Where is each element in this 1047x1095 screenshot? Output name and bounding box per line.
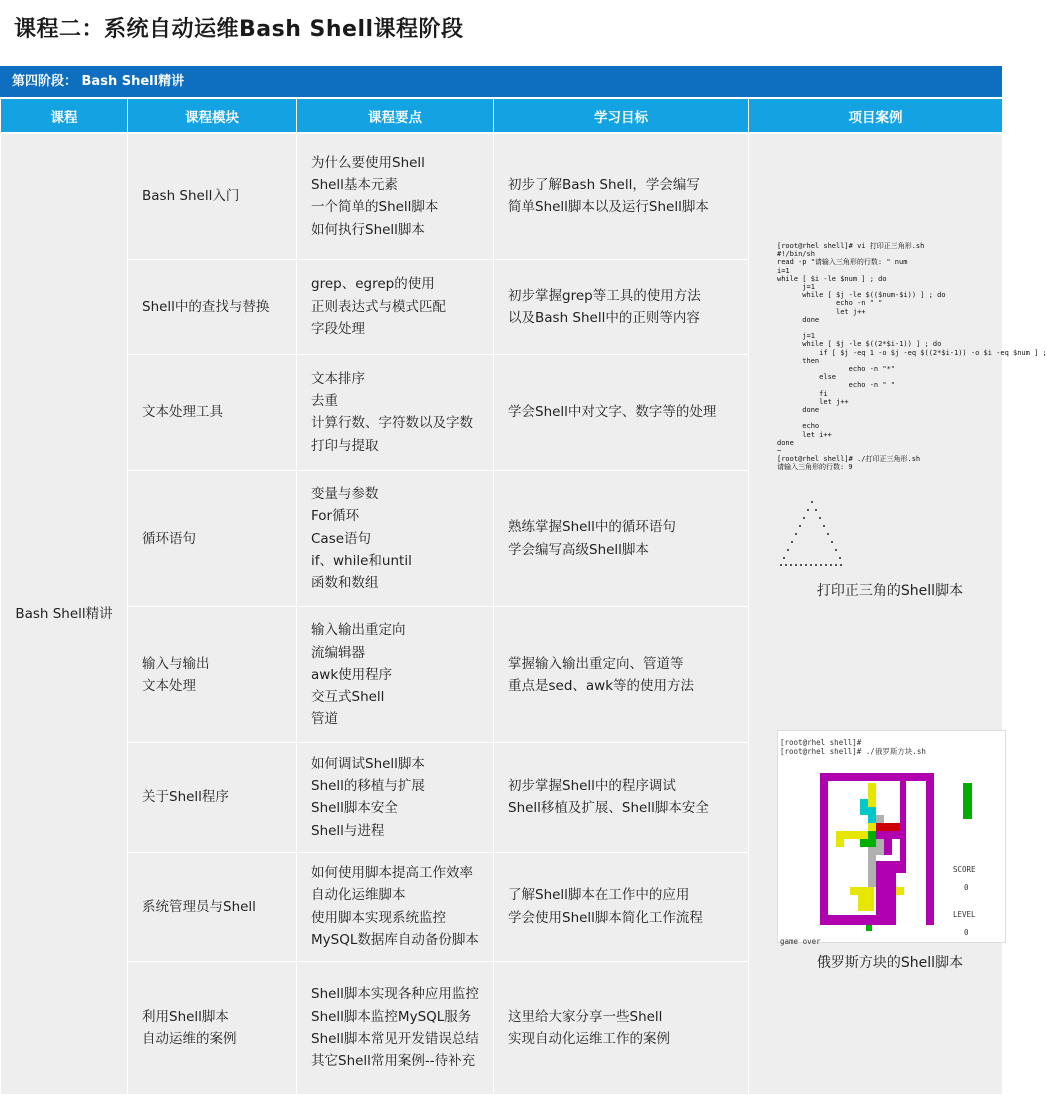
course-cell: Bash Shell精讲 — [1, 133, 128, 1095]
goal-line: 学会编写高级Shell脚本 — [508, 541, 649, 558]
goal-cell — [494, 607, 749, 743]
module-line: Shell中的查找与替换 — [142, 298, 270, 315]
goal-line: 学会使用Shell脚本简化工作流程 — [508, 909, 703, 926]
tetris-caption: 俄罗斯方块的Shell脚本 — [816, 955, 964, 971]
tetris-level-label: LEVEL — [953, 910, 976, 919]
point-line: 文本排序 — [311, 371, 365, 387]
page-title: 课程二：系统自动运维Bash Shell课程阶段 — [14, 17, 464, 42]
module-line: 自动运维的案例 — [142, 1030, 237, 1047]
module-line: 文本处理 — [142, 677, 196, 694]
point-line: 输入输出重定向 — [311, 622, 406, 639]
points-cell — [297, 354, 494, 470]
tetris-prompt-2: [root@rhel shell]# ./俄罗斯方块.sh — [780, 747, 926, 756]
goal-line: 熟练掌握Shell中的循环语句 — [508, 519, 676, 536]
module-cell — [128, 607, 297, 743]
module-cell — [128, 852, 297, 961]
tetris-prompt-1: [root@rhel shell]# — [780, 738, 862, 747]
point-line: 使用脚本实现系统监控 — [311, 909, 446, 926]
points-cell — [297, 471, 494, 607]
point-line: 变量与参数 — [311, 486, 379, 503]
goal-cell — [494, 133, 749, 259]
goal-line: 重点是sed、awk等的使用方法 — [508, 677, 695, 694]
table-header-row — [1, 99, 1003, 134]
point-line: 一个简单的Shell脚本 — [311, 199, 439, 216]
module-cell — [128, 471, 297, 607]
points-cell — [297, 133, 494, 259]
module-line: Bash Shell入门 — [142, 188, 240, 205]
module-cell — [128, 259, 297, 354]
point-line: Shell脚本常见开发错误总结 — [311, 1030, 479, 1047]
course-table — [0, 98, 1047, 1095]
point-line: 其它Shell常用案例--待补充 — [311, 1053, 476, 1070]
point-line: 交互式Shell — [311, 688, 385, 705]
header-goal: 学习目标 — [494, 99, 749, 134]
tetris-screenshot — [777, 730, 1006, 946]
tetris-score-label: SCORE — [953, 865, 976, 874]
points-cell — [297, 961, 494, 1094]
point-line: 管道 — [311, 711, 338, 728]
points-cell — [297, 259, 494, 354]
header-points: 课程要点 — [297, 99, 494, 134]
points-cell — [297, 852, 494, 961]
goal-line: 实现自动化运维工作的案例 — [508, 1030, 670, 1047]
goal-line: 了解Shell脚本在工作中的应用 — [508, 887, 690, 904]
goal-cell — [494, 743, 749, 852]
triangle-code-block: [root@rhel shell]# vi 打印正三角形.sh #!/bin/sh read -p "请输入三角形的行数: " num i=1 while [ $i -le $num ] ; do j=1 while [ $j -le $(($num-$i)) ] ; do echo -n " " let j++ done j=1 while [ $j -le $((2*$i-1)) ] ; do if [ $j -eq 1 -o $j -eq $((2*$i-1)) -o $i -eq $num ] ; then echo -n "*" else echo -n " " fi let j++ done echo let i++ done ~ [root@rhel shell]# ./打印正三角形.sh 请输入三角形的行数: 9 — [777, 242, 1047, 472]
point-line: 自动化运维脚本 — [311, 887, 406, 904]
goal-line: 这里给大家分享一些Shell — [508, 1008, 663, 1025]
point-line: 去重 — [311, 393, 338, 410]
header-module: 课程模块 — [128, 99, 297, 134]
point-line: if、while和until — [311, 552, 412, 569]
point-line: grep、egrep的使用 — [311, 276, 435, 293]
point-line: Shell基本元素 — [311, 177, 398, 194]
point-line: Shell脚本实现各种应用监控 — [311, 986, 479, 1003]
triangle-caption: 打印正三角的Shell脚本 — [816, 583, 964, 599]
point-line: For循环 — [311, 508, 360, 525]
point-line: awk使用程序 — [311, 666, 393, 683]
goal-cell — [494, 354, 749, 470]
point-line: 函数和数组 — [311, 574, 379, 591]
points-cell — [297, 743, 494, 852]
point-line: 字段处理 — [311, 320, 365, 337]
goal-line: 初步了解Bash Shell，学会编写 — [508, 177, 700, 194]
goal-cell — [494, 852, 749, 961]
point-line: 如何使用脚本提高工作效率 — [311, 865, 473, 882]
goal-line: 简单Shell脚本以及运行Shell脚本 — [508, 199, 709, 216]
goal-cell — [494, 471, 749, 607]
stage-label: 第四阶段： Bash Shell精讲 — [12, 74, 185, 89]
module-line: 系统管理员与Shell — [142, 898, 256, 915]
module-cell — [128, 743, 297, 852]
point-line: Case语句 — [311, 530, 372, 547]
point-line: 正则表达式与模式匹配 — [311, 298, 446, 315]
module-cell — [128, 133, 297, 259]
module-line: 循环语句 — [142, 530, 196, 547]
module-line: 输入与输出 — [142, 655, 210, 672]
stage-bar — [0, 66, 1002, 97]
point-line: MySQL数据库自动备份脚本 — [311, 931, 479, 948]
point-line: 打印与提取 — [311, 437, 379, 454]
tetris-level: 0 — [964, 928, 969, 937]
point-line: Shell的移植与扩展 — [311, 778, 425, 795]
point-line: Shell脚本安全 — [311, 800, 398, 817]
goal-line: Shell移植及扩展、Shell脚本安全 — [508, 800, 709, 817]
goal-cell — [494, 259, 749, 354]
tetris-next-piece — [963, 783, 973, 819]
tetris-score: 0 — [964, 883, 969, 892]
goal-line: 初步掌握grep等工具的使用方法 — [508, 287, 701, 304]
cases-cell — [749, 133, 1047, 1095]
points-cell — [297, 607, 494, 743]
module-line: 利用Shell脚本 — [142, 1008, 229, 1025]
table-row — [1, 133, 1003, 259]
point-line: 计算行数、字符数以及字数 — [311, 415, 473, 432]
point-line: Shell脚本监控MySQL服务 — [311, 1008, 472, 1025]
goal-line: 掌握输入输出重定向、管道等 — [508, 655, 684, 672]
header-cases: 项目案例 — [749, 99, 1003, 134]
module-cell — [128, 354, 297, 470]
point-line: 流编辑器 — [311, 644, 365, 661]
header-course: 课程 — [1, 99, 128, 134]
point-line: 如何调试Shell脚本 — [311, 756, 425, 773]
tetris-board — [820, 773, 940, 931]
point-line: 为什么要使用Shell — [311, 154, 425, 171]
goal-line: 初步掌握Shell中的程序调试 — [508, 778, 676, 795]
goal-cell — [494, 961, 749, 1094]
point-line: 如何执行Shell脚本 — [311, 221, 425, 238]
module-line: 关于Shell程序 — [142, 789, 229, 806]
goal-line: 学会Shell中对文字、数字等的处理 — [508, 404, 717, 421]
goal-line: 以及Bash Shell中的正则等内容 — [508, 309, 700, 326]
triangle-output — [777, 498, 847, 568]
tetris-gameover: game over — [780, 937, 821, 946]
module-line: 文本处理工具 — [142, 404, 223, 421]
module-cell — [128, 961, 297, 1094]
point-line: Shell与进程 — [311, 822, 385, 839]
